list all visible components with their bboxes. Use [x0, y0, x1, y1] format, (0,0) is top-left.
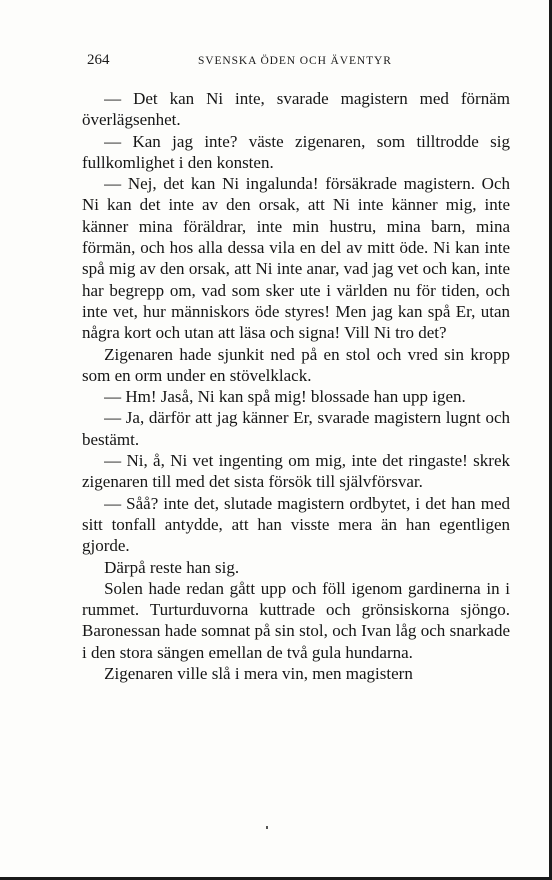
paragraph: Zigenaren ville slå i mera vin, men magistern — [104, 664, 413, 684]
page-header — [87, 52, 507, 74]
paragraph: — Ja, därför att jag känner Er, svarade magistern lugnt och bestämt. — [82, 408, 510, 449]
paragraph: Därpå reste han sig. — [104, 557, 240, 577]
paragraph: — Det kan Ni inte, svarade magistern med förnäm överlägsenhet. — [82, 89, 510, 130]
paragraph: — Såå? inte det, slutade magistern ordbytet, i det han med sitt tonfall antydde, att han visste mera än han egentligen gjorde. — [82, 493, 510, 556]
paragraph: — Nej, det kan Ni ingalunda! försäkrade magistern. Och Ni kan det inte av den orsak, att Ni inte känner mig, inte känner mina föräldrar, inte min hustru, mina barn, mina förmän, och hos alla dessa vila en del av mitt öde. Ni kan inte spå mig av den orsak, att Ni inte anar, vad jag vet och kan, inte har begrepp om, vad som sker ute i världen nu för tiden, och inte vet, hur människors öde styres! Men jag kan spå Er, utan några kort och utan att läsa och signa! Vill Ni tro det? — [82, 174, 510, 343]
print-speck — [266, 826, 268, 829]
body-text — [82, 88, 510, 684]
paragraph: — Ni, å, Ni vet ingenting om mig, inte det ringaste! skrek zigenaren till med det sista försök till självförsvar. — [82, 451, 510, 492]
paragraph: — Hm! Jaså, Ni kan spå mig! blossade han upp igen. — [104, 387, 466, 407]
paragraph: Zigenaren hade sjunkit ned på en stol och vred sin kropp som en orm under en stövelklack. — [82, 344, 510, 385]
running-head: SVENSKA ÖDEN OCH ÄVENTYR — [198, 55, 392, 67]
paragraph: Solen hade redan gått upp och föll igenom gardinerna in i rummet. Turturduvorna kuttrade och grönsiskorna sjöngo. Baronessan hade somnat på sin stol, och Ivan låg och snarkade i den stora sängen emellan de två gula hundarna. — [82, 578, 510, 662]
paragraph: — Kan jag inte? väste zigenaren, som tilltrodde sig fullkomlighet i den konsten. — [82, 131, 510, 172]
page-number: 264 — [87, 52, 110, 68]
